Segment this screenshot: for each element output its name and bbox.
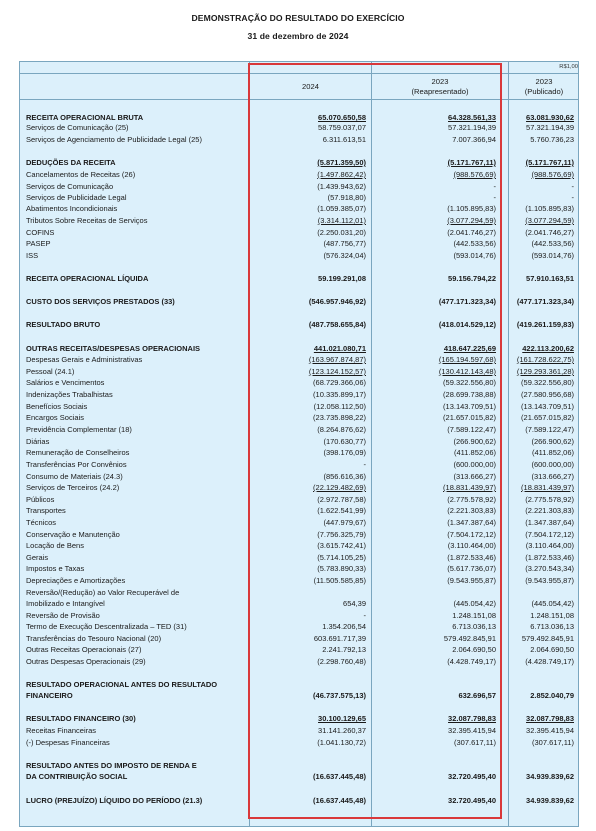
value-2023-restated: (2.041.746,27) — [447, 228, 496, 237]
table-row — [0, 367, 596, 377]
value-2023-published: - — [571, 193, 574, 202]
value-2023-restated: 32.395.415,94 — [448, 726, 496, 735]
value-2024: (856.616,36) — [323, 472, 366, 481]
value-2023-restated: (411.852,06) — [454, 448, 496, 457]
value-2023-restated: (988.576,69) — [453, 170, 496, 179]
row-label: Depreciações e Amortizações — [26, 576, 126, 585]
value-2024: (12.058.112,50) — [313, 402, 366, 411]
value-2024: (1.059.385,07) — [317, 204, 366, 213]
value-2024: 30.100.129,65 — [318, 714, 366, 723]
value-2023-published: (27.580.956,68) — [521, 390, 574, 399]
value-2023-restated: (418.014.529,12) — [438, 320, 496, 329]
row-label: Consumo de Materiais (24.3) — [26, 472, 123, 481]
table-row — [0, 402, 596, 412]
value-2023-restated: 59.156.794,22 — [448, 274, 496, 283]
document-title: DEMONSTRAÇÃO DO RESULTADO DO EXERCÍCIO — [191, 13, 405, 23]
table-row — [0, 645, 596, 655]
value-2023-restated: 7.007.366,94 — [452, 135, 496, 144]
row-label: RECEITA OPERACIONAL LÍQUIDA — [26, 274, 149, 283]
value-2024: (8.264.876,62) — [317, 425, 366, 434]
row-label: Abatimentos Incondicionais — [26, 204, 118, 213]
column-header-2023-published-note: (Publicado) — [524, 87, 564, 96]
value-2023-published: (18.831.439,97) — [521, 483, 574, 492]
value-2024: (2.298.760,48) — [317, 657, 366, 666]
table-row — [0, 634, 596, 644]
value-2023-published: (1.105.895,83) — [525, 204, 574, 213]
value-2023-restated: (266.900,62) — [453, 437, 496, 446]
value-2024: 1.354.206,54 — [322, 622, 366, 631]
row-label: PASEP — [26, 239, 51, 248]
value-2024: 603.691.717,39 — [313, 634, 366, 643]
value-2023-restated: 32.720.495,40 — [448, 796, 496, 805]
value-2024: (2.972.787,58) — [317, 495, 366, 504]
value-2023-published: (1.347.387,64) — [525, 518, 574, 527]
value-2023-restated: 32.720.495,40 — [448, 772, 496, 781]
value-2023-restated: (2.221.303,83) — [447, 506, 496, 515]
value-2023-restated: (7.589.122,47) — [447, 425, 496, 434]
value-2023-restated: (13.143.709,51) — [443, 402, 496, 411]
table-row — [0, 239, 596, 249]
table-row — [0, 170, 596, 180]
header-divider — [19, 73, 579, 74]
value-2023-restated: (165.194.597,68) — [438, 355, 496, 364]
header-divider — [19, 99, 579, 100]
value-2024: (1.497.862,42) — [317, 170, 366, 179]
row-label: Outras Despesas Operacionais (29) — [26, 657, 146, 666]
value-2024: (46.737.575,13) — [313, 691, 366, 700]
row-label: Tributos Sobre Receitas de Serviços — [26, 216, 148, 225]
row-label: Transportes — [26, 506, 66, 515]
value-2023-restated: (477.171.323,34) — [438, 297, 496, 306]
value-2024: (576.324,04) — [323, 251, 366, 260]
table-row — [0, 483, 596, 493]
row-label: Indenizações Trabalhistas — [26, 390, 113, 399]
value-2024: (16.637.445,48) — [313, 796, 366, 805]
value-2023-published: (13.143.709,51) — [521, 402, 574, 411]
value-2023-restated: (593.014,76) — [453, 251, 496, 260]
value-2023-restated: (3.110.464,00) — [447, 541, 496, 550]
row-label: Reversão de Provisão — [26, 611, 100, 620]
row-label: Termo de Execução Descentralizada – TED (31) — [26, 622, 187, 631]
value-2023-restated: (18.831.439,97) — [443, 483, 496, 492]
table-row — [0, 193, 596, 203]
row-label: DEDUÇÕES DA RECEITA — [26, 158, 116, 167]
row-label: Serviços de Terceiros (24.2) — [26, 483, 120, 492]
row-label: Encargos Sociais — [26, 413, 84, 422]
value-2023-published: - — [571, 182, 574, 191]
table-row — [0, 413, 596, 423]
row-label: RESULTADO BRUTO — [26, 320, 101, 329]
row-label: Benefícios Sociais — [26, 402, 88, 411]
value-2024: (487.756,77) — [323, 239, 366, 248]
value-2023-restated: (1.105.895,83) — [447, 204, 496, 213]
value-2024: (447.979,67) — [323, 518, 366, 527]
value-2023-restated: (28.699.738,88) — [443, 390, 496, 399]
value-2023-restated: (7.504.172,12) — [447, 530, 496, 539]
value-2024: (7.756.325,79) — [317, 530, 366, 539]
table-row — [0, 344, 596, 354]
value-2023-restated: (9.543.955,87) — [447, 576, 496, 585]
value-2023-published: (600.000,00) — [531, 460, 574, 469]
value-2023-published: 2.064.690,50 — [530, 645, 574, 654]
row-label: Receitas Financeiras — [26, 726, 97, 735]
row-label: LUCRO (PREJUÍZO) LÍQUIDO DO PERÍODO (21.3) — [26, 796, 203, 805]
row-label: RESULTADO ANTES DO IMPOSTO DE RENDA E — [26, 761, 197, 770]
row-label: Impostos e Taxas — [26, 564, 85, 573]
value-2023-restated: - — [493, 182, 496, 191]
row-label: Serviços de Comunicação — [26, 182, 114, 191]
row-label: OUTRAS RECEITAS/DESPESAS OPERACIONAIS — [26, 344, 201, 353]
value-2023-restated: 32.087.798,83 — [448, 714, 496, 723]
value-2023-published: 6.713.036,13 — [530, 622, 574, 631]
value-2024: (11.505.585,85) — [313, 576, 366, 585]
row-label: Serviços de Agenciamento de Publicidade Legal (25) — [26, 135, 202, 144]
value-2023-published: (2.775.578,92) — [525, 495, 574, 504]
value-2024: (1.439.943,62) — [317, 182, 366, 191]
value-2023-published: (3.077.294,59) — [525, 216, 574, 225]
row-label: ISS — [26, 251, 39, 260]
row-label: Serviços de Publicidade Legal — [26, 193, 127, 202]
row-label-continued: DA CONTRIBUIÇÃO SOCIAL — [26, 772, 128, 781]
table-row — [0, 228, 596, 238]
value-2023-published: 422.113.200,62 — [522, 344, 574, 353]
row-label: Outras Receitas Operacionais (27) — [26, 645, 142, 654]
value-2023-restated: (5.617.736,07) — [447, 564, 496, 573]
value-2023-restated: (5.171.767,11) — [447, 158, 496, 167]
table-row — [0, 448, 596, 458]
value-2023-restated: (445.054,42) — [453, 599, 496, 608]
row-label-continued: Imobilizado e Intangível — [26, 599, 105, 608]
value-2023-published: (59.322.556,80) — [521, 378, 574, 387]
table-row — [0, 506, 596, 516]
value-2023-published: (988.576,69) — [531, 170, 574, 179]
value-2024: 58.759.037,07 — [318, 123, 366, 132]
value-2023-restated: (313.666,27) — [453, 472, 496, 481]
table-row — [0, 123, 596, 133]
table-row — [0, 622, 596, 632]
value-2023-restated: (1.347.387,64) — [447, 518, 496, 527]
value-2023-restated: (442.533,56) — [453, 239, 496, 248]
table-row — [0, 355, 596, 365]
value-2023-restated: (1.872.533,46) — [447, 553, 496, 562]
value-2023-restated: (21.657.015,82) — [443, 413, 496, 422]
column-header-2023-published-year: 2023 — [535, 77, 553, 86]
value-2024: (170.630,77) — [323, 437, 366, 446]
value-2024: - — [363, 460, 366, 469]
table-row — [0, 611, 596, 621]
value-2023-published: 63.081.930,62 — [526, 113, 574, 122]
value-2023-published: (5.171.767,11) — [525, 158, 574, 167]
value-2023-restated: (307.617,11) — [454, 738, 496, 747]
value-2023-published: (4.428.749,17) — [525, 657, 574, 666]
row-label: Técnicos — [26, 518, 57, 527]
table-row — [0, 390, 596, 400]
row-label: Diárias — [26, 437, 50, 446]
value-2024: (5.714.105,25) — [317, 553, 366, 562]
table-row — [0, 425, 596, 435]
table-row — [0, 158, 596, 168]
column-header-2023-restated-year: 2023 — [431, 77, 449, 86]
value-2023-published: 32.087.798,83 — [526, 714, 574, 723]
value-2023-published: (2.221.303,83) — [525, 506, 574, 515]
value-2023-published: (313.666,27) — [531, 472, 574, 481]
value-2024: (57.918,80) — [327, 193, 366, 202]
value-2023-restated: 418.647.225,69 — [443, 344, 496, 353]
row-label: Reversão/(Redução) ao Valor Recuperável de — [26, 588, 180, 597]
value-2023-published: 2.852.040,79 — [530, 691, 574, 700]
row-label: Despesas Gerais e Administrativas — [26, 355, 143, 364]
value-2024: (23.735.898,22) — [313, 413, 366, 422]
row-label: Conservação e Manutenção — [26, 530, 120, 539]
value-2024: (5.871.359,50) — [317, 158, 366, 167]
value-2024: (163.967.874,87) — [308, 355, 366, 364]
value-2023-published: (419.261.159,83) — [516, 320, 574, 329]
row-label-continued: FINANCEIRO — [26, 691, 73, 700]
table-row — [0, 216, 596, 226]
row-label: Cancelamentos de Receitas (26) — [26, 170, 136, 179]
value-2023-restated: 1.248.151,08 — [452, 611, 496, 620]
value-2023-restated: (3.077.294,59) — [447, 216, 496, 225]
table-row — [0, 564, 596, 574]
value-2023-published: (7.504.172,12) — [525, 530, 574, 539]
row-label: Locação de Bens — [26, 541, 84, 550]
row-label: RESULTADO FINANCEIRO (30) — [26, 714, 136, 723]
value-2024: 441.021.080,71 — [313, 344, 366, 353]
row-label: Públicos — [26, 495, 55, 504]
table-row — [0, 135, 596, 145]
table-row — [0, 182, 596, 192]
value-2024: (398.176,09) — [323, 448, 366, 457]
value-2023-published: (266.900,62) — [531, 437, 574, 446]
row-label: Pessoal (24.1) — [26, 367, 75, 376]
value-2023-published: (2.041.746,27) — [525, 228, 574, 237]
value-2023-restated: 6.713.036,13 — [452, 622, 496, 631]
value-2024: (1.622.541,99) — [317, 506, 366, 515]
value-2023-published: 1.248.151,08 — [530, 611, 574, 620]
value-2023-published: (129.293.361,28) — [516, 367, 574, 376]
value-2023-published: 34.939.839,62 — [526, 796, 574, 805]
value-2023-published: 57.910.163,51 — [526, 274, 574, 283]
table-row — [0, 518, 596, 528]
table-row — [0, 297, 596, 307]
value-2024: - — [363, 611, 366, 620]
row-label: Gerais — [26, 553, 49, 562]
value-2024: 2.241.792,13 — [322, 645, 366, 654]
table-row — [0, 761, 596, 781]
table-row — [0, 460, 596, 470]
table-row — [0, 530, 596, 540]
table-row — [0, 437, 596, 447]
value-2024: (2.250.031,20) — [317, 228, 366, 237]
value-2023-restated: - — [493, 193, 496, 202]
value-2023-published: (3.110.464,00) — [525, 541, 574, 550]
table-row — [0, 472, 596, 482]
row-label: Remuneração de Conselheiros — [26, 448, 130, 457]
table-row — [0, 576, 596, 586]
row-label: (-) Despesas Financeiras — [26, 738, 110, 747]
value-2023-published: (1.872.533,46) — [525, 553, 574, 562]
value-2024: 65.070.650,58 — [318, 113, 366, 122]
value-2024: (68.729.366,06) — [313, 378, 366, 387]
value-2023-restated: (4.428.749,17) — [447, 657, 496, 666]
value-2023-published: 579.492.845,91 — [521, 634, 574, 643]
table-row — [0, 274, 596, 284]
value-2024: (16.637.445,48) — [313, 772, 366, 781]
row-label: Salários e Vencimentos — [26, 378, 105, 387]
value-2023-published: 5.760.736,23 — [530, 135, 574, 144]
currency-unit: R$1,00 — [559, 64, 578, 70]
value-2023-published: (3.270.543,34) — [525, 564, 574, 573]
value-2023-published: (9.543.955,87) — [525, 576, 574, 585]
value-2023-restated: (600.000,00) — [453, 460, 496, 469]
row-label: Previdência Complementar (18) — [26, 425, 132, 434]
value-2024: 6.311.613,51 — [322, 135, 366, 144]
value-2023-published: (161.728.622,75) — [516, 355, 574, 364]
value-2024: 654,39 — [343, 599, 366, 608]
table-row — [0, 251, 596, 261]
column-header-2024: 2024 — [302, 82, 319, 91]
value-2024: (1.041.130,72) — [317, 738, 366, 747]
document-date: 31 de dezembro de 2024 — [247, 31, 349, 41]
value-2023-published: (307.617,11) — [532, 738, 574, 747]
value-2023-restated: (2.775.578,92) — [447, 495, 496, 504]
value-2023-restated: 632.696,57 — [458, 691, 496, 700]
table-row — [0, 541, 596, 551]
row-label: Transferências do Tesouro Nacional (20) — [26, 634, 162, 643]
value-2024: (3.314.112,01) — [317, 216, 366, 225]
value-2024: (123.124.152,57) — [308, 367, 366, 376]
table-row — [0, 553, 596, 563]
value-2024: (22.129.482,69) — [313, 483, 366, 492]
value-2023-restated: 57.321.194,39 — [448, 123, 496, 132]
value-2023-published: (445.054,42) — [531, 599, 574, 608]
value-2024: (546.957.946,92) — [308, 297, 366, 306]
value-2023-published: (442.533,56) — [531, 239, 574, 248]
table-row — [0, 680, 596, 700]
value-2023-restated: (130.412.143,48) — [438, 367, 496, 376]
table-row — [0, 204, 596, 214]
table-row — [0, 738, 596, 748]
value-2023-published: (21.657.015,82) — [521, 413, 574, 422]
row-label: COFINS — [26, 228, 55, 237]
table-row — [0, 495, 596, 505]
value-2023-published: 57.321.194,39 — [526, 123, 574, 132]
table-row — [0, 588, 596, 608]
table-row — [0, 726, 596, 736]
table-row — [0, 657, 596, 667]
value-2023-restated: 579.492.845,91 — [443, 634, 496, 643]
row-label: RECEITA OPERACIONAL BRUTA — [26, 113, 144, 122]
value-2023-published: 32.395.415,94 — [526, 726, 574, 735]
value-2024: 31.141.260,37 — [318, 726, 366, 735]
row-label: RESULTADO OPERACIONAL ANTES DO RESULTADO — [26, 680, 218, 689]
value-2023-published: 34.939.839,62 — [526, 772, 574, 781]
value-2023-published: (7.589.122,47) — [525, 425, 574, 434]
value-2023-restated: 64.328.561,33 — [448, 113, 496, 122]
table-row — [0, 796, 596, 806]
value-2024: (487.758.655,84) — [308, 320, 366, 329]
row-label: Serviços de Comunicação (25) — [26, 123, 129, 132]
value-2023-restated: 2.064.690,50 — [452, 645, 496, 654]
table-row — [0, 113, 596, 123]
table-row — [0, 378, 596, 388]
row-label: CUSTO DOS SERVIÇOS PRESTADOS (33) — [26, 297, 175, 306]
value-2024: (10.335.899,17) — [313, 390, 366, 399]
value-2024: (3.615.742,41) — [317, 541, 366, 550]
table-row — [0, 714, 596, 724]
value-2023-restated: (59.322.556,80) — [443, 378, 496, 387]
row-label: Transferências Por Convênios — [26, 460, 127, 469]
table-row — [0, 320, 596, 330]
column-header-2023-restated-note: (Reapresentado) — [411, 87, 469, 96]
value-2023-published: (477.171.323,34) — [516, 297, 574, 306]
value-2023-published: (411.852,06) — [532, 448, 574, 457]
value-2023-published: (593.014,76) — [531, 251, 574, 260]
value-2024: (5.783.890,33) — [317, 564, 366, 573]
value-2024: 59.199.291,08 — [318, 274, 366, 283]
